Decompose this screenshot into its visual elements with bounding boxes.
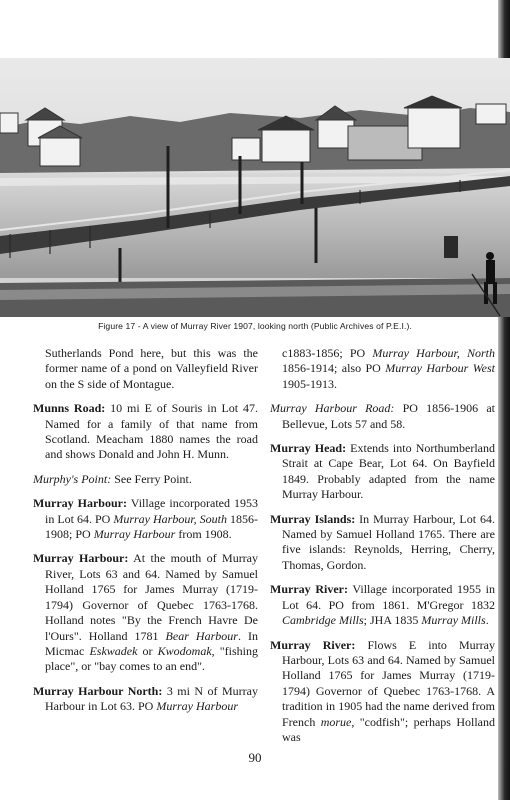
- entry-italic-text: Murray Mills: [421, 613, 486, 628]
- right-column: [270, 346, 495, 754]
- entry-text: or: [137, 643, 158, 658]
- entry-text: 10 mi E of Souris in Lot 47. Named for a family of that name from Scotland. Meacham 1880 names the road and shows Donald and John H. Munn.: [45, 401, 258, 462]
- entry-headword: Murray River:: [270, 637, 356, 652]
- entry-text: 3 mi N of Murray Harbour in Lot 63. PO: [45, 683, 258, 714]
- entry-italic-text: Murray Harbour Road:: [270, 401, 395, 416]
- entry-italic-text: Murray Harbour: [156, 699, 238, 714]
- gazetteer-entry: [33, 346, 258, 392]
- gazetteer-entry: [33, 401, 258, 463]
- entry-italic-text: Murphy's Point:: [33, 471, 112, 486]
- entry-text: 1856-1908; PO: [45, 511, 259, 542]
- entry-text: , "codfish"; perhaps Holland was: [282, 714, 495, 744]
- entry-headword: Murray Harbour:: [33, 551, 129, 566]
- gazetteer-entry: [33, 472, 258, 487]
- entry-text: 1905-1913.: [282, 376, 337, 391]
- entry-text: In Murray Harbour, Lot 64. Named by Samuel Holland 1765. There are five islands: Reynolds, Herring, Cherry, Thomas, Gordon.: [282, 511, 496, 572]
- gazetteer-entry: [270, 401, 495, 432]
- entry-text: . In Micmac: [45, 628, 258, 658]
- entry-text: .: [485, 613, 489, 628]
- entry-text: See Ferry Point.: [111, 471, 192, 486]
- entry-text: 1856-1914; also PO: [282, 361, 386, 376]
- entry-italic-text: Kwodomak: [157, 643, 212, 658]
- entry-headword: Murray River:: [270, 582, 348, 597]
- entry-italic-text: Bear Harbour: [165, 628, 238, 643]
- gazetteer-entry: [33, 496, 258, 542]
- entry-headword: Murray Islands:: [270, 511, 356, 526]
- entry-italic-text: Cambridge Mills: [282, 613, 364, 628]
- entry-text: Village incorporated 1953 in Lot 64. PO: [45, 496, 258, 526]
- entry-headword: Munns Road:: [33, 401, 106, 416]
- entry-text: from 1908.: [175, 527, 232, 542]
- entry-italic-text: Murray Harbour, South: [113, 511, 228, 526]
- entry-text: PO 1856-1906 at Bellevue, Lots 57 and 58.: [282, 401, 496, 431]
- entry-text: At the mouth of Murray River, Lots 63 and 64. Named by Samuel Holland 1765 for James Murray (1719-1794) Governor of Quebec 1763-1768. Holland notes "By the French Havre De l'Ours". Holland 1781: [45, 551, 259, 643]
- gazetteer-entry: [270, 638, 495, 746]
- entry-text: , "fishing place", or "bay comes to an end".: [45, 643, 259, 674]
- entry-italic-text: Eskwadek: [89, 643, 138, 658]
- historical-photograph: [0, 58, 510, 317]
- entry-italic-text: Murray Harbour, North: [372, 346, 495, 360]
- figure-caption: Figure 17 - A view of Murray River 1907, looking north (Public Archives of P.E.I.).: [98, 321, 412, 331]
- entry-text: Village incorporated 1955 in Lot 64. PO from 1861. M'Gregor 1832: [282, 582, 495, 612]
- entry-text: Flows E into Murray Harbour, Lots 63 and 64. Named by Samuel Holland 1765 for James Murray (1719-1794) Governor of Quebec 1763-1768. A tradition in 1905 had the name derived from French: [282, 637, 495, 729]
- entry-text: ; JHA 1835: [363, 613, 422, 628]
- entry-headword: Murray Harbour North:: [33, 683, 163, 698]
- gazetteer-entry: [33, 684, 258, 715]
- gazetteer-entry: [270, 441, 495, 503]
- entry-italic-text: Murray Harbour West: [385, 361, 495, 376]
- gazetteer-entry: [270, 346, 495, 392]
- entry-text: c1883-1856; PO: [282, 346, 373, 360]
- entry-headword: Murray Harbour:: [33, 496, 127, 511]
- entry-headword: Murray Head:: [270, 441, 347, 456]
- gazetteer-entry: [270, 582, 495, 628]
- gazetteer-entry: [270, 512, 495, 574]
- entry-italic-text: morue: [320, 714, 352, 729]
- entry-italic-text: Murray Harbour: [93, 527, 176, 542]
- entry-text: Extends into Northumberland Strait at Cape Bear, Lot 64. On Bayfield 1849. Probably adapted from the name Murray Harbour.: [282, 441, 495, 502]
- gazetteer-entry: [33, 551, 258, 674]
- left-column: [33, 346, 258, 724]
- page-number: 90: [248, 750, 262, 765]
- entry-text: Sutherlands Pond here, but this was the former name of a pond on Valleyfield River on the S side of Montague.: [45, 346, 258, 391]
